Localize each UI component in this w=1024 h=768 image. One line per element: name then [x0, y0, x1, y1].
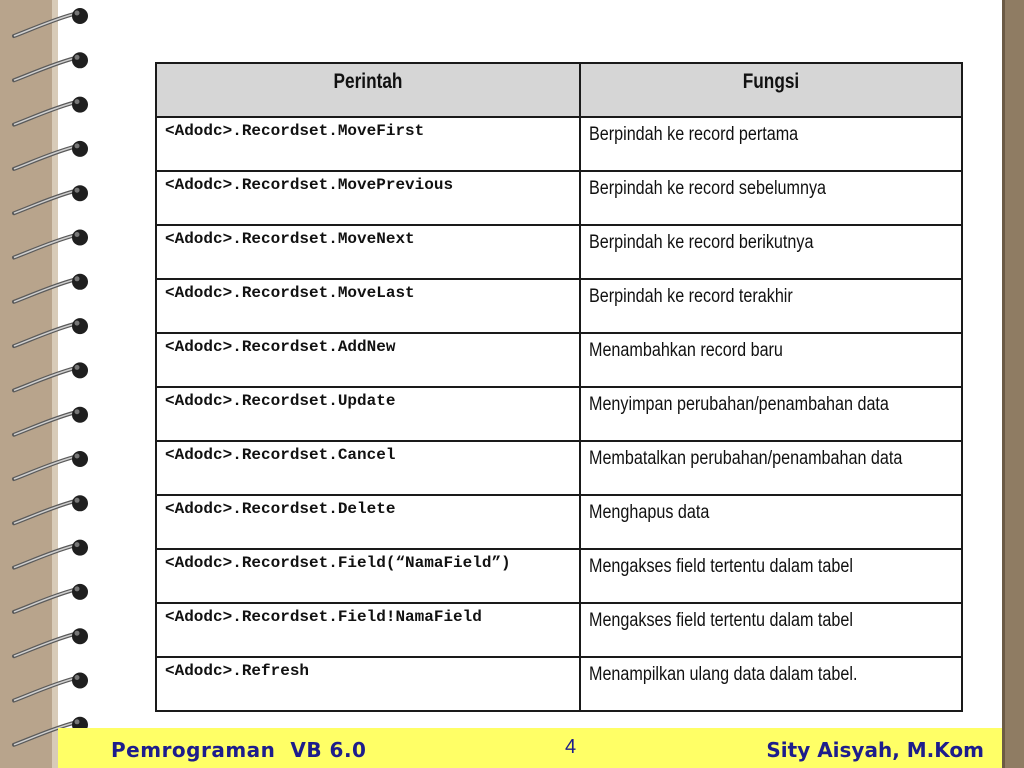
- function-text: Berpindah ke record terakhir: [589, 286, 793, 307]
- table-row: [156, 657, 962, 711]
- spiral-ring: [14, 407, 88, 435]
- function-text: Menambahkan record baru: [589, 340, 783, 361]
- function-text: Mengakses field tertentu dalam tabel: [589, 556, 853, 577]
- page-number: 4: [565, 736, 577, 758]
- function-cell: [580, 657, 962, 711]
- spiral-ring: [14, 318, 88, 346]
- spiral-ring: [14, 495, 88, 523]
- spiral-ring: [14, 451, 88, 479]
- function-cell: [580, 549, 962, 603]
- function-cell: [580, 495, 962, 549]
- function-text: Berpindah ke record berikutnya: [589, 232, 814, 253]
- function-text: Menampilkan ulang data dalam tabel.: [589, 664, 858, 685]
- function-text: Berpindah ke record pertama: [589, 124, 799, 145]
- table-row: [156, 603, 962, 657]
- command-cell: <Adodc>.Recordset.MoveNext: [156, 225, 580, 279]
- function-text: Membatalkan perubahan/penambahan data: [589, 448, 903, 469]
- function-text: Menghapus data: [589, 502, 710, 523]
- command-cell: <Adodc>.Recordset.Field!NamaField: [156, 603, 580, 657]
- function-cell: [580, 441, 962, 495]
- spiral-ring: [14, 673, 88, 701]
- function-cell: [580, 279, 962, 333]
- right-page-border: [1002, 0, 1024, 768]
- header-fungsi: Fungsi: [580, 63, 962, 117]
- function-cell: [580, 171, 962, 225]
- spiral-ring: [14, 540, 88, 568]
- spiral-ring: [14, 274, 88, 302]
- spiral-ring: [14, 52, 88, 80]
- function-cell: [580, 117, 962, 171]
- command-cell: <Adodc>.Recordset.MoveFirst: [156, 117, 580, 171]
- table-header-row: [156, 63, 962, 117]
- table-row: [156, 549, 962, 603]
- function-text: Berpindah ke record sebelumnya: [589, 178, 827, 199]
- command-cell: <Adodc>.Recordset.Field(“NamaField”): [156, 549, 580, 603]
- command-cell: <Adodc>.Recordset.MoveLast: [156, 279, 580, 333]
- function-text: Mengakses field tertentu dalam tabel: [589, 610, 853, 631]
- command-cell: <Adodc>.Recordset.AddNew: [156, 333, 580, 387]
- spiral-ring: [14, 141, 88, 169]
- table-row: [156, 495, 962, 549]
- spiral-ring: [14, 230, 88, 258]
- footer-bar: [58, 728, 1002, 768]
- function-cell: [580, 225, 962, 279]
- table-row: [156, 117, 962, 171]
- table-row: [156, 333, 962, 387]
- spiral-ring: [14, 185, 88, 213]
- spiral-ring: [14, 628, 88, 656]
- table-row: [156, 225, 962, 279]
- table-row: [156, 171, 962, 225]
- footer-course-title: Pemrograman VB 6.0: [111, 738, 367, 762]
- command-cell: <Adodc>.Recordset.Delete: [156, 495, 580, 549]
- function-cell: [580, 333, 962, 387]
- header-perintah: Perintah: [156, 63, 580, 117]
- table-row: [156, 279, 962, 333]
- function-cell: [580, 387, 962, 441]
- command-table-container: [155, 62, 963, 712]
- footer-author: Sity Aisyah, M.Kom: [766, 738, 984, 762]
- function-text: Menyimpan perubahan/penambahan data: [589, 394, 889, 415]
- spiral-ring: [14, 584, 88, 612]
- function-cell: [580, 603, 962, 657]
- spiral-rings-icon: [0, 0, 110, 768]
- table-row: [156, 387, 962, 441]
- spiral-ring: [14, 97, 88, 125]
- command-cell: <Adodc>.Refresh: [156, 657, 580, 711]
- command-cell: <Adodc>.Recordset.Update: [156, 387, 580, 441]
- spiral-ring: [14, 8, 88, 36]
- spiral-ring: [14, 362, 88, 390]
- command-table: [155, 62, 963, 712]
- table-row: [156, 441, 962, 495]
- command-cell: <Adodc>.Recordset.Cancel: [156, 441, 580, 495]
- command-cell: <Adodc>.Recordset.MovePrevious: [156, 171, 580, 225]
